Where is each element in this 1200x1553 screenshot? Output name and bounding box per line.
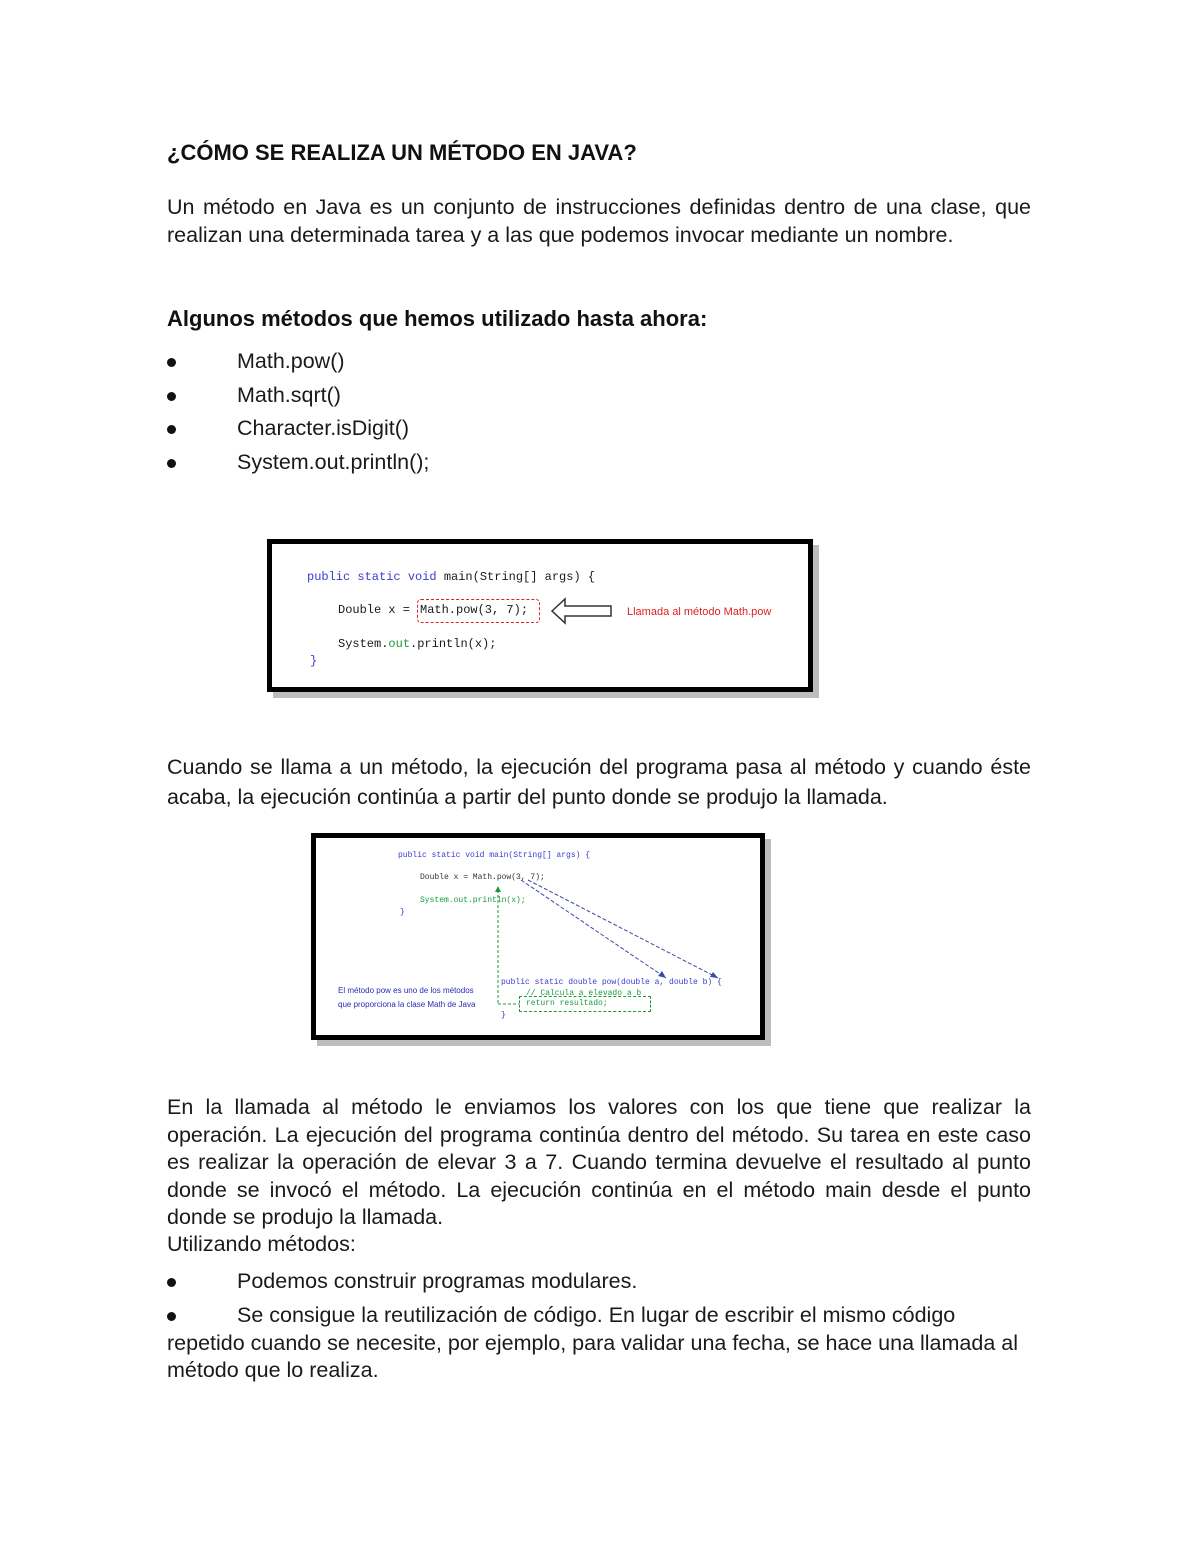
bullet-icon <box>167 425 176 434</box>
document-page: ¿CÓMO SE REALIZA UN MÉTODO EN JAVA? Un método en Java es un conjunto de instrucciones definidas dentro de una clase, que realizan una determinada tarea y a las que podemos invocar mediante un nombre. Algunos métodos que hemos utilizado hasta ahora: Math.pow() Math.sqrt() Character.isDigit() System.out.println(); public static void main(String[] args) { Double x = Math.pow(3, 7); Llamada al método Math.pow System.out.println(x); } Cuando se llama a un método, la ejecución del programa pasa al método y cuando éste acaba, la ejecución continúa a partir del punto donde se produjo la llamada. public static void main(String[] args) { Double x = Math.pow(3, 7); System.out.println(x); } public static double pow(double a, double b) { // Calcula a elevado a b return resultado; } El método pow es uno de los métodos que proporciona la clase Math de Java En la llamada al método le enviamos los valores con los que tiene que realizar la operación. La ejecución del programa continúa dentro del método. Su tarea en este caso es realizar la operación de elevar 3 a 7. Cuando termina devuelve el resultado al punto donde se invocó el método. La ejecución continúa en el método main desde el punto donde se produjo la llamada. Utilizando métodos: Podemos construir programas modulares. Se consigue la reutilización de código. En lugar de escribir el mismo código repetido cuando se necesite, por ejemplo, para validar una fecha, se hace una llamada al método que lo realiza. <box>0 0 1200 1553</box>
code-figure-flow: public static void main(String[] args) { Double x = Math.pow(3, 7); System.out.println(x); } public static double pow(double a, double b) { // Calcula a elevado a b return resultado; } El método pow es uno de los métodos que proporciona la clase Math de Java <box>311 833 765 1040</box>
bullet-icon <box>167 358 176 367</box>
method-call-code: Math.pow(3, 7); <box>420 603 529 617</box>
list-item: Se consigue la reutilización de código. En lugar de escribir el mismo código repetido cuando se necesite, por ejemplo, para validar una fecha, se hace una llamada al método que lo realiza. <box>167 1303 1018 1382</box>
using-label: Utilizando métodos: <box>167 1232 356 1256</box>
figure-caption: El método pow es uno de los métodos que proporciona la clase Math de Java <box>338 986 476 1009</box>
arrow-left-icon <box>551 597 613 625</box>
code-figure-call: public static void main(String[] args) { Double x = Math.pow(3, 7); Llamada al método Math.pow System.out.println(x); } <box>267 539 813 692</box>
intro-paragraph: Un método en Java es un conjunto de instrucciones definidas dentro de una clase, que realizan una determinada tarea y a las que podemos invocar mediante un nombre. <box>167 195 1031 247</box>
bullet-icon <box>167 392 176 401</box>
values-paragraph: En la llamada al método le enviamos los valores con los que tiene que realizar la operación. La ejecución del programa continúa dentro del método. Su tarea en este caso es realizar la operación de elevar 3 a 7. Cuando termina devuelve el resultado al punto donde se invocó el método. La ejecución continúa en el método main desde el punto donde se produjo la llamada. <box>167 1095 1031 1229</box>
page-title: ¿CÓMO SE REALIZA UN MÉTODO EN JAVA? <box>167 140 637 165</box>
bullet-icon <box>167 459 176 468</box>
bullet-icon <box>167 1312 176 1321</box>
call-annotation: Llamada al método Math.pow <box>627 606 772 618</box>
call-paragraph: Cuando se llama a un método, la ejecución del programa pasa al método y cuando éste acaba, la ejecución continúa a partir del punto donde se produjo la llamada. <box>167 755 1031 809</box>
methods-heading: Algunos métodos que hemos utilizado hasta ahora: <box>167 306 708 331</box>
bullet-icon <box>167 1278 176 1287</box>
